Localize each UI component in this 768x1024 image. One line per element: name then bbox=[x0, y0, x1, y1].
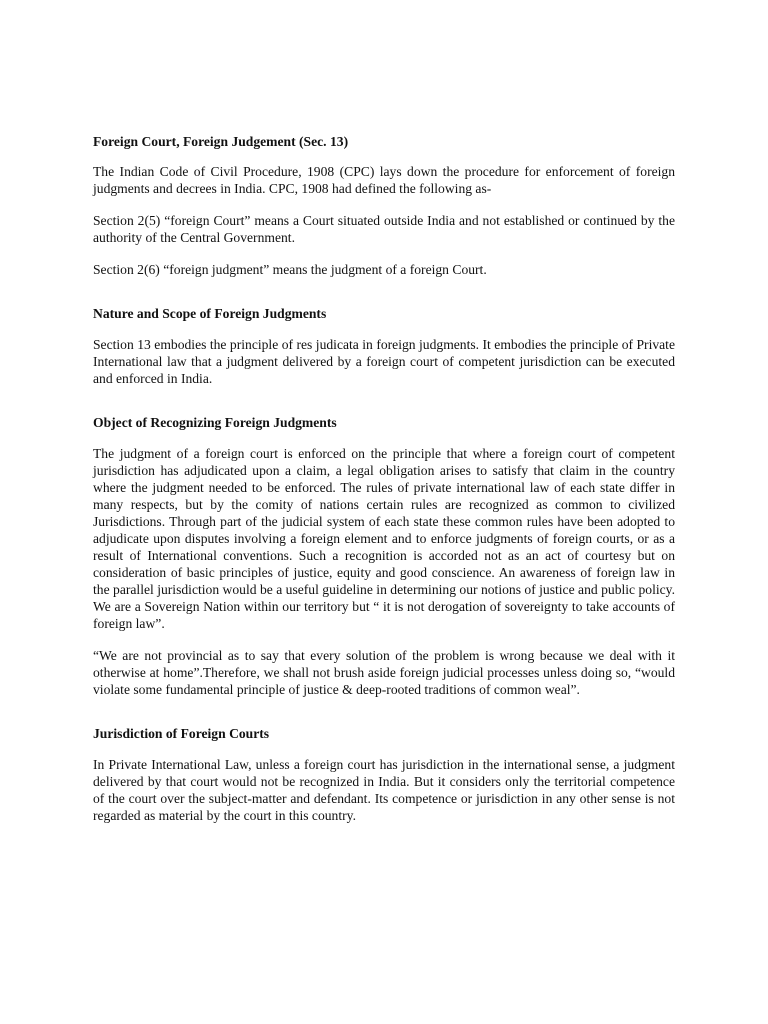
paragraph-section-13: Section 13 embodies the principle of res judicata in foreign judgments. It embodies the principle of Private International law that a judgment delivered by a foreign court of competent jurisdiction can be executed and enforced in India. bbox=[93, 337, 675, 386]
paragraph-cpc-intro: The Indian Code of Civil Procedure, 1908 (CPC) lays down the procedure for enforcement of foreign judgments and decrees in India. CPC, 1908 had defined the following as- bbox=[93, 164, 675, 196]
section-heading-object-recognizing: Object of Recognizing Foreign Judgments bbox=[93, 415, 337, 430]
paragraph-section-2-6: Section 2(6) “foreign judgment” means the judgment of a foreign Court. bbox=[93, 262, 487, 277]
paragraph-not-provincial: “We are not provincial as to say that every solution of the problem is wrong because we deal with it otherwise at home”.Therefore, we shall not brush aside foreign judicial processes unless doing so, “would violate some fundamental principle of justice & deep-rooted traditions of common weal”. bbox=[93, 648, 675, 697]
section-heading-nature-scope: Nature and Scope of Foreign Judgments bbox=[93, 306, 327, 321]
paragraph-section-2-5: Section 2(5) “foreign Court” means a Court situated outside India and not established or continued by the authority of the Central Government. bbox=[93, 213, 675, 245]
section-heading-jurisdiction: Jurisdiction of Foreign Courts bbox=[93, 726, 270, 741]
paragraph-private-international-law: In Private International Law, unless a foreign court has jurisdiction in the international sense, a judgment delivered by that court would not be recognized in India. But it considers only the territorial competence of the court over the subject-matter and defendant. Its competence or jurisdiction in any other sense is not regarded as material by the court in this country. bbox=[93, 757, 675, 823]
document-page bbox=[93, 128, 675, 824]
section-heading-foreign-court: Foreign Court, Foreign Judgement (Sec. 13) bbox=[93, 134, 349, 149]
paragraph-enforcement-principle: The judgment of a foreign court is enforced on the principle that where a foreign court of competent jurisdiction has adjudicated upon a claim, a legal obligation arises to satisfy that claim in the country where the judgment needed to be enforced. The rules of private international law of each state differ in many respects, but by the comity of nations certain rules are recognized as common to civilized Jurisdictions. Through part of the judicial system of each state these common rules have been adopted to adjudicate upon disputes involving a foreign element and to enforce judgments of foreign courts, or as a result of International conventions. Such a recognition is accorded not as an act of courtesy but on consideration of basic principles of justice, equity and good conscience. An awareness of foreign law in the parallel jurisdiction would be a useful guideline in determining our notions of justice and public policy. We are a Sovereign Nation within our territory but “ it is not derogation of sovereignty to take accounts of foreign law”. bbox=[93, 446, 675, 631]
